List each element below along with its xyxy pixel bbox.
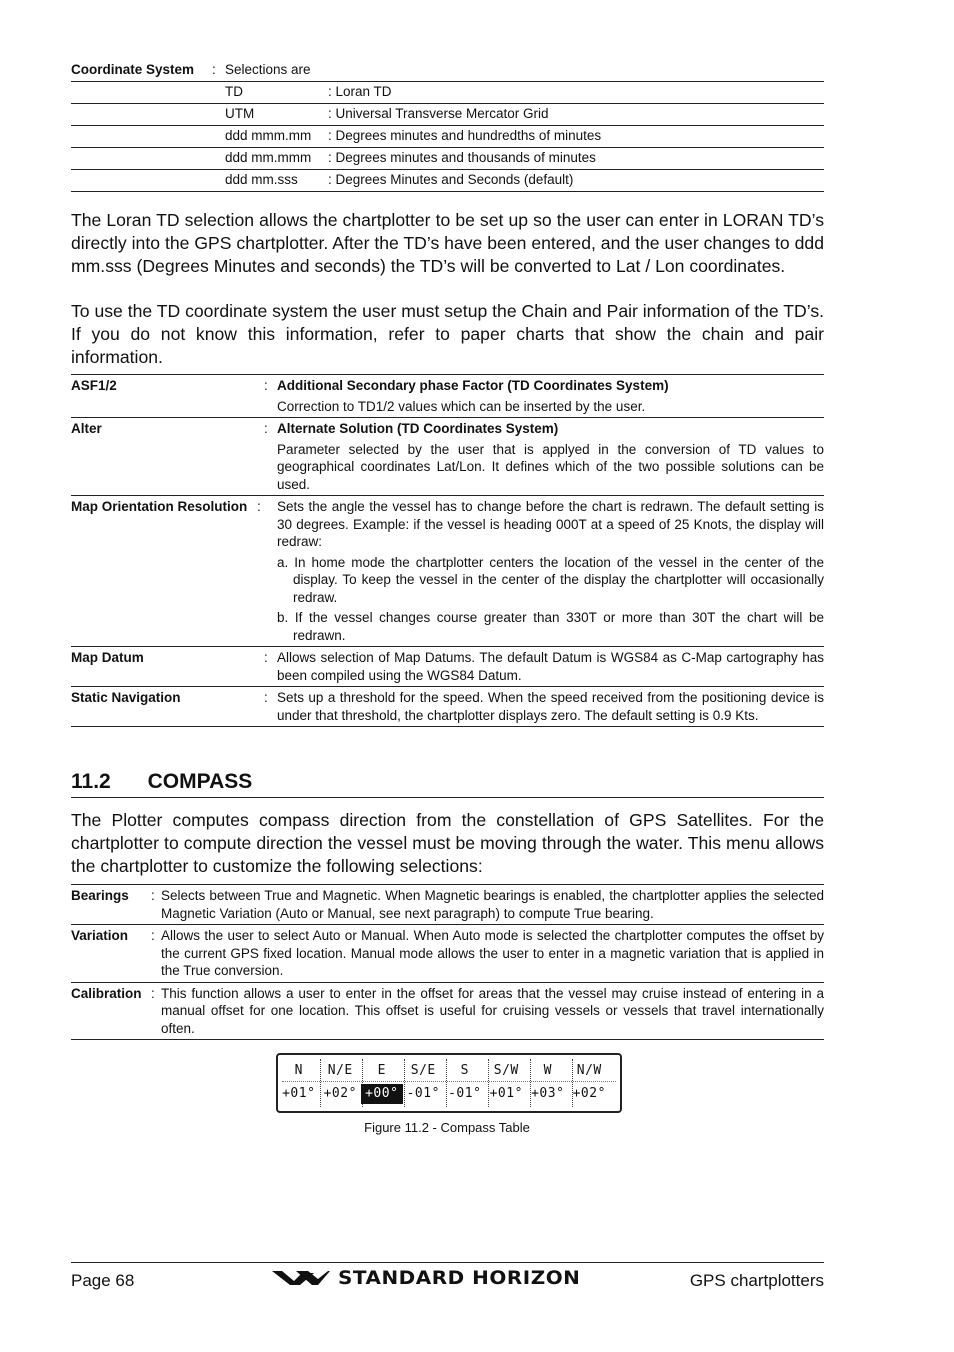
compass-header: S [460,1063,469,1078]
def-body [277,689,824,724]
def-term: ASF1/2 [71,378,117,393]
def-line: Sets up a threshold for the speed. When the speed received from the positioning device is under that threshold, the chartplotter displays zero. The default setting is 0.9 Kts. [277,690,824,723]
def-line: Correction to TD1/2 values which can be inserted by the user. [277,398,646,414]
compass-value: +01° [282,1086,316,1101]
compass-value: -01° [406,1086,440,1101]
compass-header: N [294,1063,303,1078]
coordinate-desc: : Degrees minutes and thousands of minutes [328,150,596,165]
def-line: Alternate Solution (TD Coordinates System) [277,421,559,436]
coordinate-code: UTM [225,106,255,121]
def-line: Allows the user to select Auto or Manual. When Auto mode is selected the chartplotter computes the offset by the current GPS fixed location. Manual mode allows the user to enter in a magnetic variation that is applied in the True conversion. [161,928,824,978]
coordinate-row [71,82,824,104]
def-colon: : [151,888,155,903]
compass-value: +02° [572,1086,606,1101]
def-line: Parameter selected by the user that is applyed in the conversion of TD values to geographical coordinates Lat/Lon. It defines which of the two possible solutions can be used. [277,441,824,492]
coordinate-code: TD [225,84,243,99]
coordinate-desc: : Loran TD [328,84,392,99]
def-body [161,887,824,922]
compass-value: +01° [489,1086,523,1101]
footer-product: GPS chartplotters [689,1271,824,1290]
coordinate-system-intro: Selections are [225,62,311,77]
compass-header: N/E [327,1063,353,1078]
def-calibration [71,983,824,1041]
def-colon: : [264,421,268,436]
compass-value: +00° [361,1084,403,1104]
section-heading [71,770,824,798]
loran-td-paragraph: The Loran TD selection allows the chartplotter to be set up so the user can enter in LORAN TD’s directly into the GPS chartplotter. After the TD’s have been entered, and the user changes to ddd mm.sss (Degrees Minutes and seconds) the TD’s will be converted to Lat / Lon coordinates. [71,210,824,276]
def-static-navigation [71,687,824,727]
def-body [161,985,824,1038]
compass-header: N/W [576,1063,602,1078]
coordinate-row [71,170,824,192]
brand-logo [272,1266,581,1290]
def-colon: : [264,690,268,705]
compass-value: -01° [448,1086,482,1101]
coordinate-system-label: Coordinate System [71,62,195,77]
section-number: 11.2 [71,770,111,793]
section-title: COMPASS [147,770,253,793]
compass-values-row [278,1084,620,1104]
footer-rule [71,1262,824,1263]
coordinate-code: ddd mm.mmm [225,150,312,165]
def-line: b. If the vessel changes course greater than 330T or more than 30T the chart will be redrawn. [277,610,824,643]
def-term: Static Navigation [71,690,181,705]
compass-paragraph: The Plotter computes compass direction from the constellation of GPS Satellites. For the chartplotter to compute direction the vessel must be moving through the water. This menu allows the chartplotter to customize the following selections: [71,810,824,876]
def-line: Selects between True and Magnetic. When Magnetic bearings is enabled, the chartplotter applies the selected Magnetic Variation (Auto or Manual, see next paragraph) to compute True bearing. [161,888,824,921]
compass-header: W [543,1063,552,1078]
coordinate-row [71,148,824,170]
def-term: Map Datum [71,650,144,665]
def-body [277,649,824,684]
compass-header: S/W [493,1063,519,1078]
coordinate-desc: : Degrees minutes and hundredths of minutes [328,128,602,143]
def-body [277,498,824,644]
compass-value: +03° [531,1086,565,1101]
def-line: a. In home mode the chartplotter centers the location of the vessel in the center of the display. To keep the vessel in the center of the display the chartplotter will occasionally redraw. [277,554,824,605]
coordinate-desc: : Universal Transverse Mercator Grid [328,106,549,121]
brand-wave-icon [272,1269,330,1287]
compass-table-display [276,1053,622,1113]
def-alter [71,418,824,496]
brand-name: STANDARD HORIZON [338,1267,581,1289]
def-bearings [71,885,824,925]
coordinate-system-table [71,61,824,192]
coordinate-system-colon: : [212,62,216,77]
page-number: Page 68 [71,1271,135,1290]
def-term: Map Orientation Resolution [71,499,248,514]
def-colon: : [151,928,155,943]
def-variation [71,925,824,983]
coordinate-system-header [71,61,824,82]
def-term: Variation [71,928,129,943]
coordinate-desc: : Degrees Minutes and Seconds (default) [328,172,574,187]
def-body [277,377,824,415]
def-term: Bearings [71,888,129,903]
compass-header: S/E [410,1063,436,1078]
td-settings-list [71,374,824,727]
def-line: Sets the angle the vessel has to change before the chart is redrawn. The default setting is 30 degrees. Example: if the vessel is heading 000T at a speed of 25 Knots, the display will redraw: [277,499,824,549]
def-asf [71,375,824,418]
def-line: Allows selection of Map Datums. The default Datum is WGS84 as C-Map cartography has been compiled using the WGS84 Datum. [277,650,824,683]
def-map-orientation [71,496,824,647]
def-line: This function allows a user to enter in the offset for areas that the vessel may cruise instead of entering in a manual offset for one location. This offset is useful for cruising vessels or vessels that travel internationally often. [161,985,824,1036]
def-body [277,420,824,493]
coordinate-row [71,126,824,148]
def-colon: : [264,650,268,665]
def-line: Additional Secondary phase Factor (TD Coordinates System) [277,378,669,393]
def-colon: : [151,985,155,1001]
def-map-datum [71,647,824,687]
def-term: Calibration [71,985,142,1001]
def-term: Alter [71,421,102,436]
compass-headers-row [278,1061,620,1081]
coordinate-row [71,104,824,126]
coordinate-code: ddd mmm.mm [225,128,312,143]
coordinate-code: ddd mm.sss [225,172,298,187]
def-colon: : [257,499,261,514]
def-body [161,927,824,980]
figure-caption: Figure 11.2 - Compass Table [364,1120,530,1135]
compass-settings-list [71,884,824,1040]
compass-header: E [377,1063,386,1078]
def-colon: : [264,378,268,393]
td-setup-paragraph: To use the TD coordinate system the user must setup the Chain and Pair information of the TD’s. If you do not know this information, refer to paper charts that show the chain and pair information. [71,301,825,367]
compass-value: +02° [323,1086,357,1101]
